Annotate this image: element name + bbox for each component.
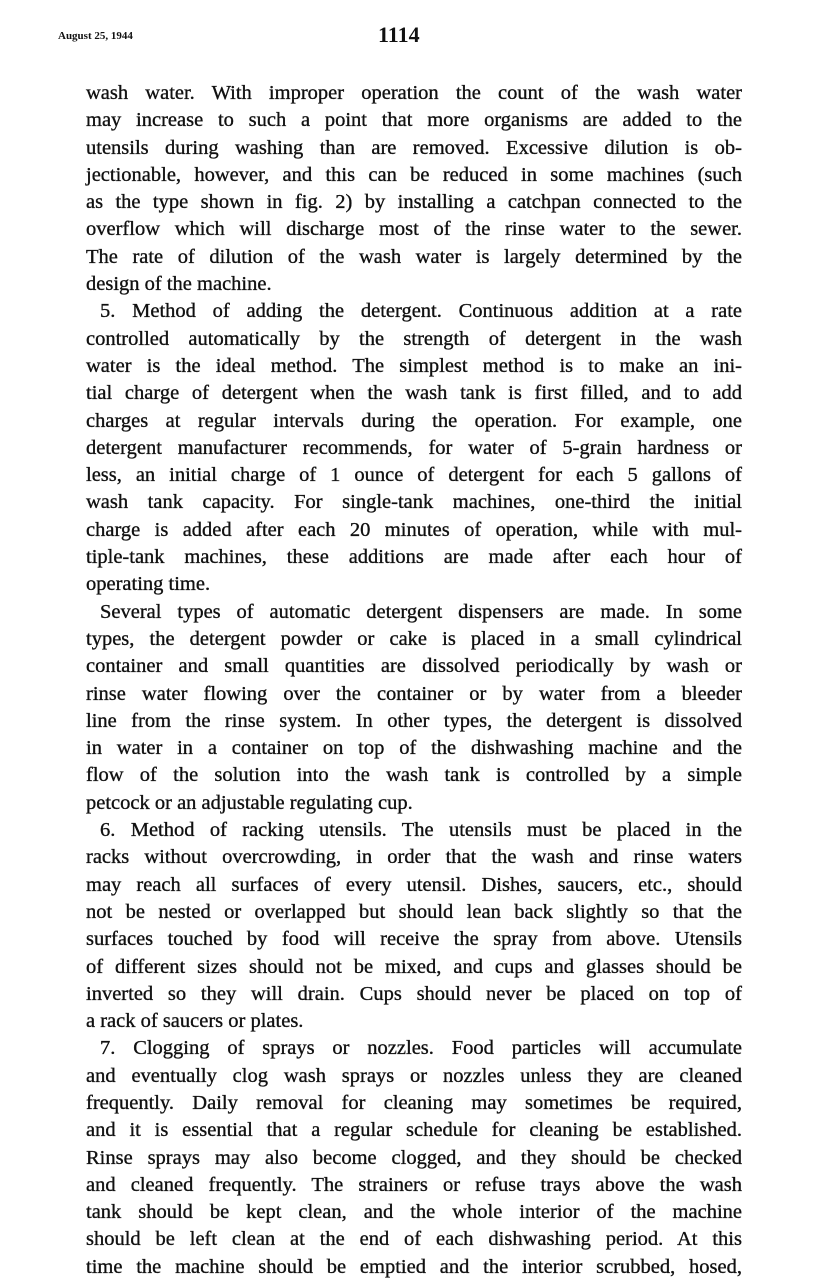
text-line: not be nested or overlapped but should lean back slightly so that the (86, 900, 742, 923)
page-number: 1114 (378, 22, 420, 47)
text-line: tiple-tank machines, these additions are made after each hour of (86, 546, 742, 569)
text-line: types, the detergent powder or cake is placed in a small cylindrical (86, 627, 742, 650)
text-line: may reach all surfaces of every utensil. Dishes, saucers, etc., should (86, 873, 742, 896)
text-line: jectionable, however, and this can be reduced in some machines (such (86, 163, 742, 186)
text-line: flow of the solution into the wash tank is controlled by a simple (86, 764, 742, 787)
text-line: 5. Method of adding the detergent. Continuous addition at a rate (100, 300, 742, 323)
text-line: rinse water flowing over the container or by water from a bleeder (86, 682, 742, 705)
text-line: should be left clean at the end of each dishwashing period. At this (86, 1228, 742, 1251)
text-line: may increase to such a point that more organisms are added to the (86, 109, 742, 132)
paragraph (86, 80, 742, 298)
text-line: a rack of saucers or plates. (86, 1010, 304, 1033)
text-line: inverted so they will drain. Cups should never be placed on top of (86, 982, 742, 1005)
paragraph (86, 298, 742, 598)
text-line: operating time. (86, 573, 211, 596)
text-line: line from the rinse system. In other types, the detergent is dissolved (86, 709, 742, 732)
text-line: less, an initial charge of 1 ounce of detergent for each 5 gallons of (86, 464, 742, 487)
text-line: controlled automatically by the strength of detergent in the wash (86, 327, 742, 350)
paragraph (86, 599, 742, 817)
text-line: overflow which will discharge most of the rinse water to the sewer. (86, 218, 742, 241)
text-line: petcock or an adjustable regulating cup. (86, 791, 413, 814)
text-line: design of the machine. (86, 273, 272, 296)
text-line: racks without overcrowding, in order that the wash and rinse waters (86, 846, 742, 869)
text-line: utensils during washing than are removed. Excessive dilution is ob- (86, 136, 742, 159)
text-line: tial charge of detergent when the wash tank is first filled, and to add (86, 382, 742, 405)
text-line: of different sizes should not be mixed, and cups and glasses should be (86, 955, 742, 978)
text-line: in water in a container on top of the dishwashing machine and the (86, 737, 742, 760)
text-line: and it is essential that a regular schedule for cleaning be established. (86, 1119, 742, 1142)
text-line: Rinse sprays may also become clogged, and they should be checked (86, 1146, 742, 1169)
body-text (86, 80, 742, 1281)
running-header-date: August 25, 1944 (58, 30, 133, 42)
text-line: as the type shown in fig. 2) by installing a catchpan connected to the (86, 191, 742, 214)
text-line: Several types of automatic detergent dispensers are made. In some (100, 600, 742, 623)
text-line: frequently. Daily removal for cleaning may sometimes be required, (86, 1091, 742, 1114)
text-line: 6. Method of racking utensils. The utensils must be placed in the (100, 819, 742, 842)
paragraph (86, 1035, 742, 1281)
text-line: wash water. With improper operation the count of the wash water (86, 82, 742, 104)
text-line: and eventually clog wash sprays or nozzles unless they are cleaned (86, 1064, 742, 1087)
text-line: tank should be kept clean, and the whole interior of the machine (86, 1201, 742, 1224)
text-line: detergent manufacturer recommends, for water of 5-grain hardness or (86, 436, 742, 459)
paragraph (86, 817, 742, 1035)
text-line: container and small quantities are dissolved periodically by wash or (86, 655, 742, 678)
text-line: surfaces touched by food will receive the spray from above. Utensils (86, 928, 742, 951)
text-line: and cleaned frequently. The strainers or refuse trays above the wash (86, 1173, 742, 1196)
text-line: time the machine should be emptied and the interior scrubbed, hosed, (86, 1255, 742, 1278)
text-line: water is the ideal method. The simplest method is to make an ini- (86, 354, 742, 377)
text-line: wash tank capacity. For single-tank machines, one-third the initial (86, 491, 742, 514)
text-line: charges at regular intervals during the operation. For example, one (86, 409, 742, 432)
text-line: charge is added after each 20 minutes of operation, while with mul- (86, 518, 742, 541)
text-line: 7. Clogging of sprays or nozzles. Food particles will accumulate (100, 1037, 742, 1060)
text-line: The rate of dilution of the wash water is largely determined by the (86, 245, 742, 268)
